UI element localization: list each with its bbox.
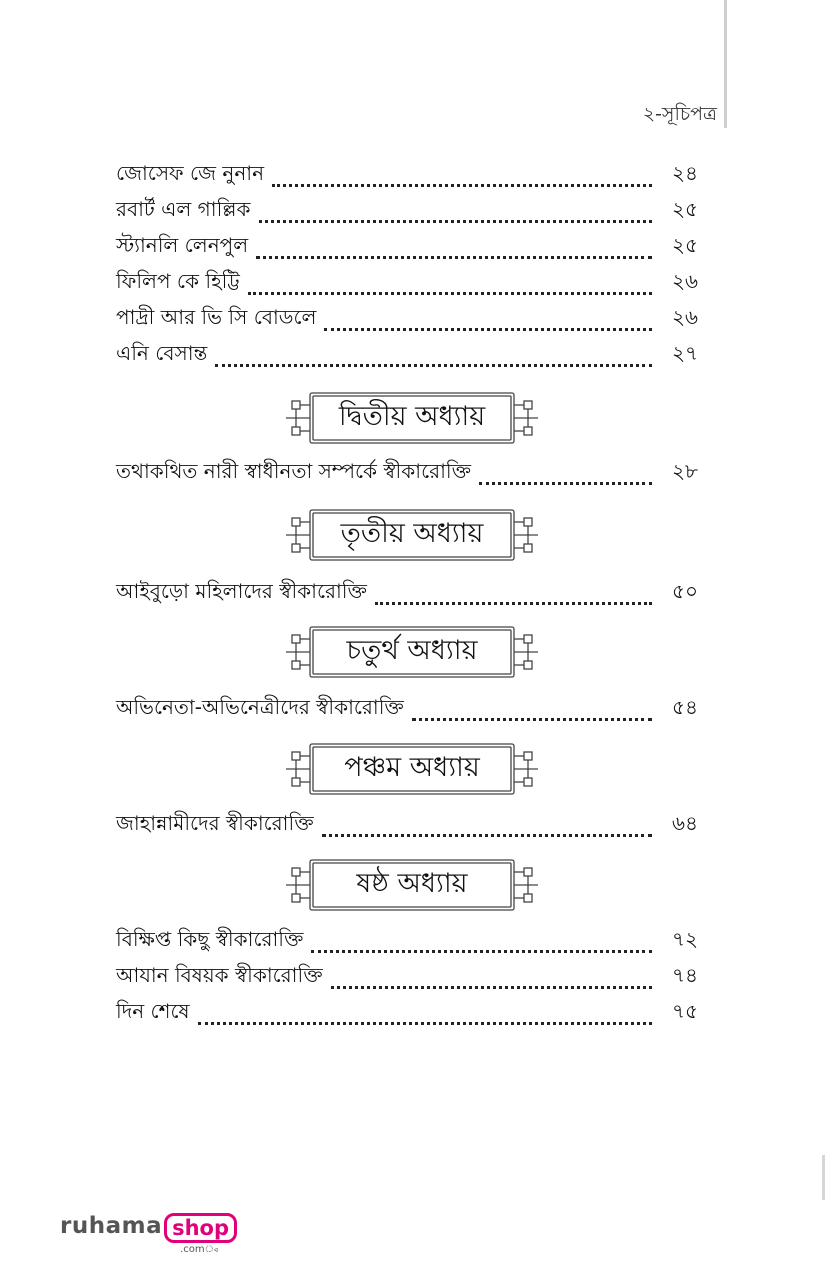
- chapter-heading: পঞ্চম অধ্যায়: [344, 751, 480, 783]
- leader-dots: [375, 602, 652, 605]
- toc-entry: [116, 964, 698, 994]
- toc-entry-title: রবার্ট এল গাল্লিক: [116, 197, 251, 221]
- toc-entry-page: ২৭: [671, 341, 698, 365]
- toc-entry: [116, 1000, 698, 1030]
- toc-entry-page: ২৫: [672, 197, 698, 221]
- logo-com-text: .com্ব: [180, 1244, 218, 1255]
- leader-dots: [322, 834, 652, 837]
- toc-entry-title: এনি বেসান্ত: [116, 341, 208, 365]
- leader-dots: [311, 950, 652, 953]
- page-edge: [724, 0, 727, 128]
- toc-entry: [116, 928, 698, 958]
- toc-entry-title: অভিনেতা-অভিনেত্রীদের স্বীকারোক্তি: [116, 695, 404, 719]
- leader-dots: [272, 184, 652, 187]
- chapter-heading-box: [286, 626, 538, 678]
- toc-entry-page: ৭২: [671, 927, 698, 951]
- leader-dots: [479, 482, 652, 485]
- toc-entry-title: তথাকথিত নারী স্বাধীনতা সম্পর্কে স্বীকারোক্তি: [116, 459, 472, 483]
- toc-entry: [116, 460, 698, 490]
- toc-entry: [116, 812, 698, 842]
- toc-entry-page: ২৫: [672, 233, 698, 257]
- leader-dots: [256, 256, 652, 259]
- chapter-heading-box: [286, 859, 538, 911]
- toc-entry-title: ফিলিপ কে হিট্টি: [116, 269, 240, 293]
- leader-dots: [259, 220, 652, 223]
- logo-shop-badge: [164, 1213, 237, 1255]
- chapter-heading-box: [286, 743, 538, 795]
- chapter-heading: দ্বিতীয় অধ্যায়: [338, 400, 486, 432]
- toc-entry: [116, 270, 698, 300]
- toc-entry-page: ৭৫: [672, 999, 698, 1023]
- toc-entry: [116, 342, 698, 372]
- toc-entry: [116, 162, 698, 192]
- leader-dots: [215, 364, 652, 367]
- toc-entry: [116, 696, 698, 726]
- logo-shop-text: shop: [164, 1213, 237, 1243]
- toc-entry-page: ২৬: [671, 269, 698, 293]
- leader-dots: [198, 1022, 652, 1025]
- toc-entry-page: ২৪: [672, 161, 698, 185]
- chapter-heading: ষষ্ঠ অধ্যায়: [356, 867, 468, 899]
- leader-dots: [324, 328, 652, 331]
- chapter-heading-box: [286, 509, 538, 561]
- toc-entry-page: ২৮: [672, 459, 698, 483]
- toc-entry-page: ৫০: [672, 579, 698, 603]
- chapter-heading: চতুর্থ অধ্যায়: [346, 634, 478, 666]
- leader-dots: [412, 718, 652, 721]
- toc-entry-title: জোসেফ জে নুনান: [116, 161, 265, 185]
- toc-entry-title: স্ট্যানলি লেনপুল: [116, 233, 249, 257]
- chapter-heading-box: [286, 392, 538, 444]
- toc-entry: [116, 580, 698, 610]
- toc-entry-title: বিক্ষিপ্ত কিছু স্বীকারোক্তি: [116, 927, 304, 951]
- chapter-heading: তৃতীয় অধ্যায়: [340, 517, 484, 549]
- toc-entry-page: ৭৪: [672, 963, 698, 987]
- leader-dots: [248, 292, 652, 295]
- toc-entry-title: পাদ্রী আর ভি সি বোডলে: [116, 305, 317, 329]
- toc-entry-page: ২৬: [671, 305, 698, 329]
- toc-entry-title: দিন শেষে: [116, 999, 190, 1023]
- toc-entry-title: আযান বিষয়ক স্বীকারোক্তি: [116, 963, 323, 987]
- toc-entry-title: জাহান্নামীদের স্বীকারোক্তি: [116, 811, 314, 835]
- running-head: ২-সূচিপত্র: [642, 103, 717, 125]
- toc-entry: [116, 306, 698, 336]
- toc-entry-title: আইবুড়ো মহিলাদের স্বীকারোক্তি: [116, 579, 367, 603]
- logo-ruhama-text: ruhama: [60, 1213, 163, 1239]
- ruhama-shop-logo: [60, 1213, 237, 1255]
- toc-entry: [116, 198, 698, 228]
- leader-dots: [331, 986, 652, 989]
- toc-entry-page: ৫৪: [672, 695, 698, 719]
- toc-entry: [116, 234, 698, 264]
- toc-entry-page: ৬৪: [672, 811, 698, 835]
